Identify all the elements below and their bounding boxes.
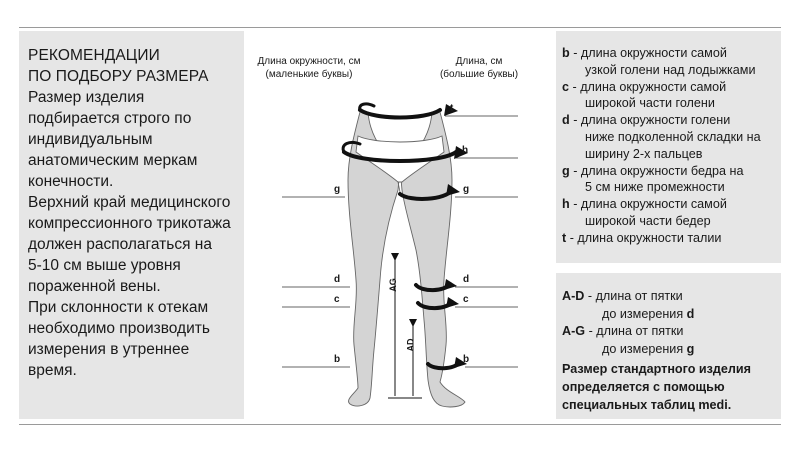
legs-figure	[250, 40, 550, 410]
legend-item-b: b - длина окружности самой узкой голени над лодыжками	[562, 46, 756, 77]
measurement-diagram	[250, 40, 550, 410]
paragraph-upper-edge: Верхний край медицинского компрессионного трикотажа должен располагаться на 5-10 см выше уровня пораженной вены.	[28, 194, 231, 295]
legend-item-h: h - длина окружности самой широкой части бедер	[562, 197, 727, 228]
letter-d-right: d	[463, 274, 470, 285]
length-item-ad: A-D - длина от пятки до измерения d	[562, 289, 695, 321]
letter-t: t	[450, 103, 454, 114]
letter-h: h	[462, 145, 469, 156]
legend-item-g: g - длина окружности бедра на 5 см ниже промежности	[562, 163, 744, 195]
header-length: Длина, см (большие буквы)	[439, 56, 519, 80]
circumference-legend	[556, 31, 781, 263]
letter-g-left: g	[334, 184, 341, 195]
paragraph-edema: При склонности к отекам необходимо производить измерения в утреннее время.	[28, 299, 210, 379]
letter-b-left: b	[334, 354, 341, 365]
header-circumference: Длина окружности, см (маленькие буквы)	[257, 56, 361, 80]
legend-item-d: d - длина окружности голени ниже подколенной складки на ширину 2-х пальцев	[562, 113, 761, 161]
top-rule	[19, 27, 781, 28]
recommendations-panel	[19, 31, 244, 419]
legend-item-c: c - длина окружности самой широкой части голени	[562, 79, 727, 111]
length-item-ag: A-G - длина от пятки до измерения g	[562, 324, 695, 356]
letter-g-right: g	[463, 184, 470, 195]
letter-c-right: c	[463, 294, 469, 305]
standard-size-note: Размер стандартного изделия определяется с помощью специальных таблиц medi.	[562, 362, 751, 412]
legend-item-t: t - длина окружности талии	[562, 230, 722, 245]
arrow-t	[360, 110, 440, 118]
letter-c-left: c	[334, 294, 340, 305]
axis-label-ad: AD	[405, 338, 416, 352]
axis-label-ag: AG	[387, 278, 398, 292]
letter-b-right: b	[463, 354, 470, 365]
letter-d-left: d	[334, 274, 341, 285]
length-legend	[556, 273, 781, 419]
bottom-rule	[19, 424, 781, 425]
paragraph-size: Размер изделия подбирается строго по индивидуальным анатомическим меркам конечности.	[28, 89, 198, 190]
panel-title: РЕКОМЕНДАЦИИ ПО ПОДБОРУ РАЗМЕРА	[28, 47, 209, 85]
recommendations-text	[28, 87, 236, 381]
